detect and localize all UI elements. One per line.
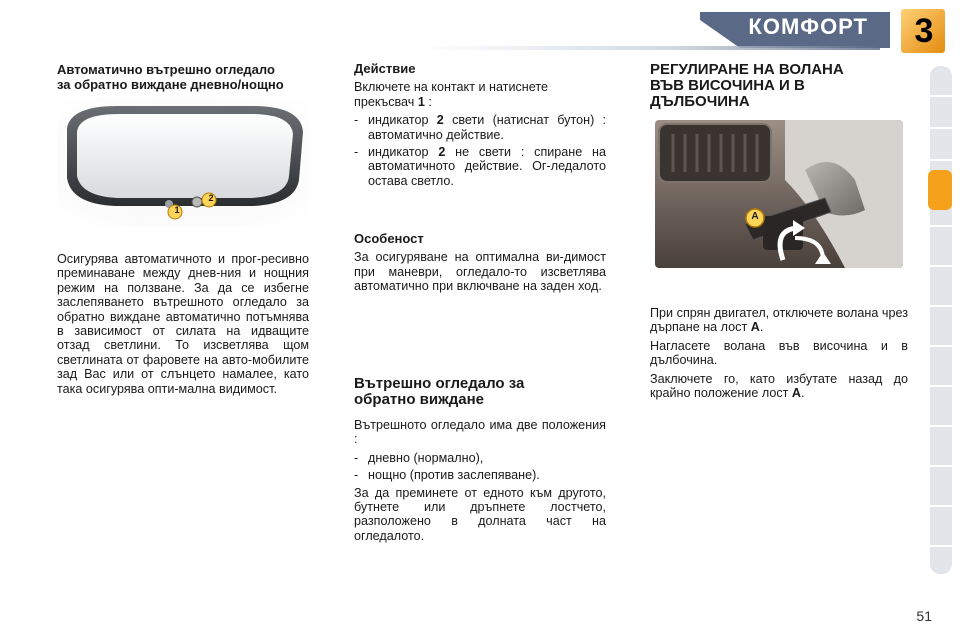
steering-p1: При спрян двигател, отключете волана чрез дърпане на лост A.: [650, 306, 908, 335]
steering-callout-A: A: [751, 211, 759, 222]
page-number: 51: [916, 608, 932, 624]
steering-p3: Заключете го, като избутате назад до крайно положение лост A.: [650, 371, 908, 401]
steering-p2: Нагласете волана във височина и в дълбочина.: [650, 338, 908, 368]
section-heading-auto-mirror: Автоматично вътрешно огледало за обратно виждане дневно/нощно: [57, 62, 284, 92]
manual-mirror-text: За да преминете от едното към другото, бутнете или дръпнете лостчето, разположено в долната част на огледалото.: [354, 485, 606, 543]
chapter-title: КОМФОРТ: [748, 14, 868, 39]
steering-text-block: [650, 306, 908, 404]
mirror-position-2: - нощно (против заслепяване).: [354, 468, 540, 483]
column-right: [650, 62, 908, 114]
feature-text: За осигуряване на оптимална ви-димост при маневри, огледало-то изсветлява автоматично при включване на заден ход.: [354, 250, 606, 294]
manual-mirror-block: [354, 376, 606, 547]
chapter-number: 3: [914, 12, 934, 50]
auto-mirror-paragraph: Осигурява автоматичното и прог-ресивно преминаване между днев-ния и нощния режим на ползване. За да се избегне заслепяването вътрешното огледало за обратно виждане автоматично потъмнява в зависимост от силата на идващите отзад светлини. То изсветлява щом светлината от фаровете на авто-мобилите зад Вас или от слънцето намалее, като така осигурява опти-мална видимост.: [57, 252, 309, 396]
column-middle: [354, 62, 606, 191]
chapter-tabs-rail: [928, 66, 952, 574]
steering-heading: РЕГУЛИРАНЕ НА ВОЛАНА ВЪВ ВИСОЧИНА И В ДЪЛБОЧИНА: [650, 61, 844, 110]
mirror-callout-1: 1: [174, 205, 180, 215]
steering-adjust-image: [655, 120, 903, 268]
mirror-position-1: - дневно (нормално),: [354, 450, 484, 465]
auto-mirror-paragraph-block: [57, 252, 309, 400]
active-chapter-tab[interactable]: [928, 170, 952, 210]
action-item-1: - индикатор 2 свети (натиснат бутон) : автоматично действие.: [354, 113, 607, 142]
column-left: [57, 62, 309, 96]
feature-block: [354, 232, 606, 298]
manual-mirror-intro: Вътрешното огледало има две положения :: [354, 418, 606, 447]
mirror-callout-2: 2: [208, 193, 214, 203]
action-intro: Включете на контакт и натиснете прекъсвач 1 :: [354, 80, 548, 109]
action-item-2: - индикатор 2 не свети : спиране на автоматичното действие. Ог-ледалото остава светло.: [354, 145, 606, 188]
manual-mirror-heading: Вътрешно огледало за обратно виждане: [354, 375, 525, 408]
action-heading: Действие: [354, 61, 416, 76]
feature-heading: Особеност: [354, 231, 424, 246]
